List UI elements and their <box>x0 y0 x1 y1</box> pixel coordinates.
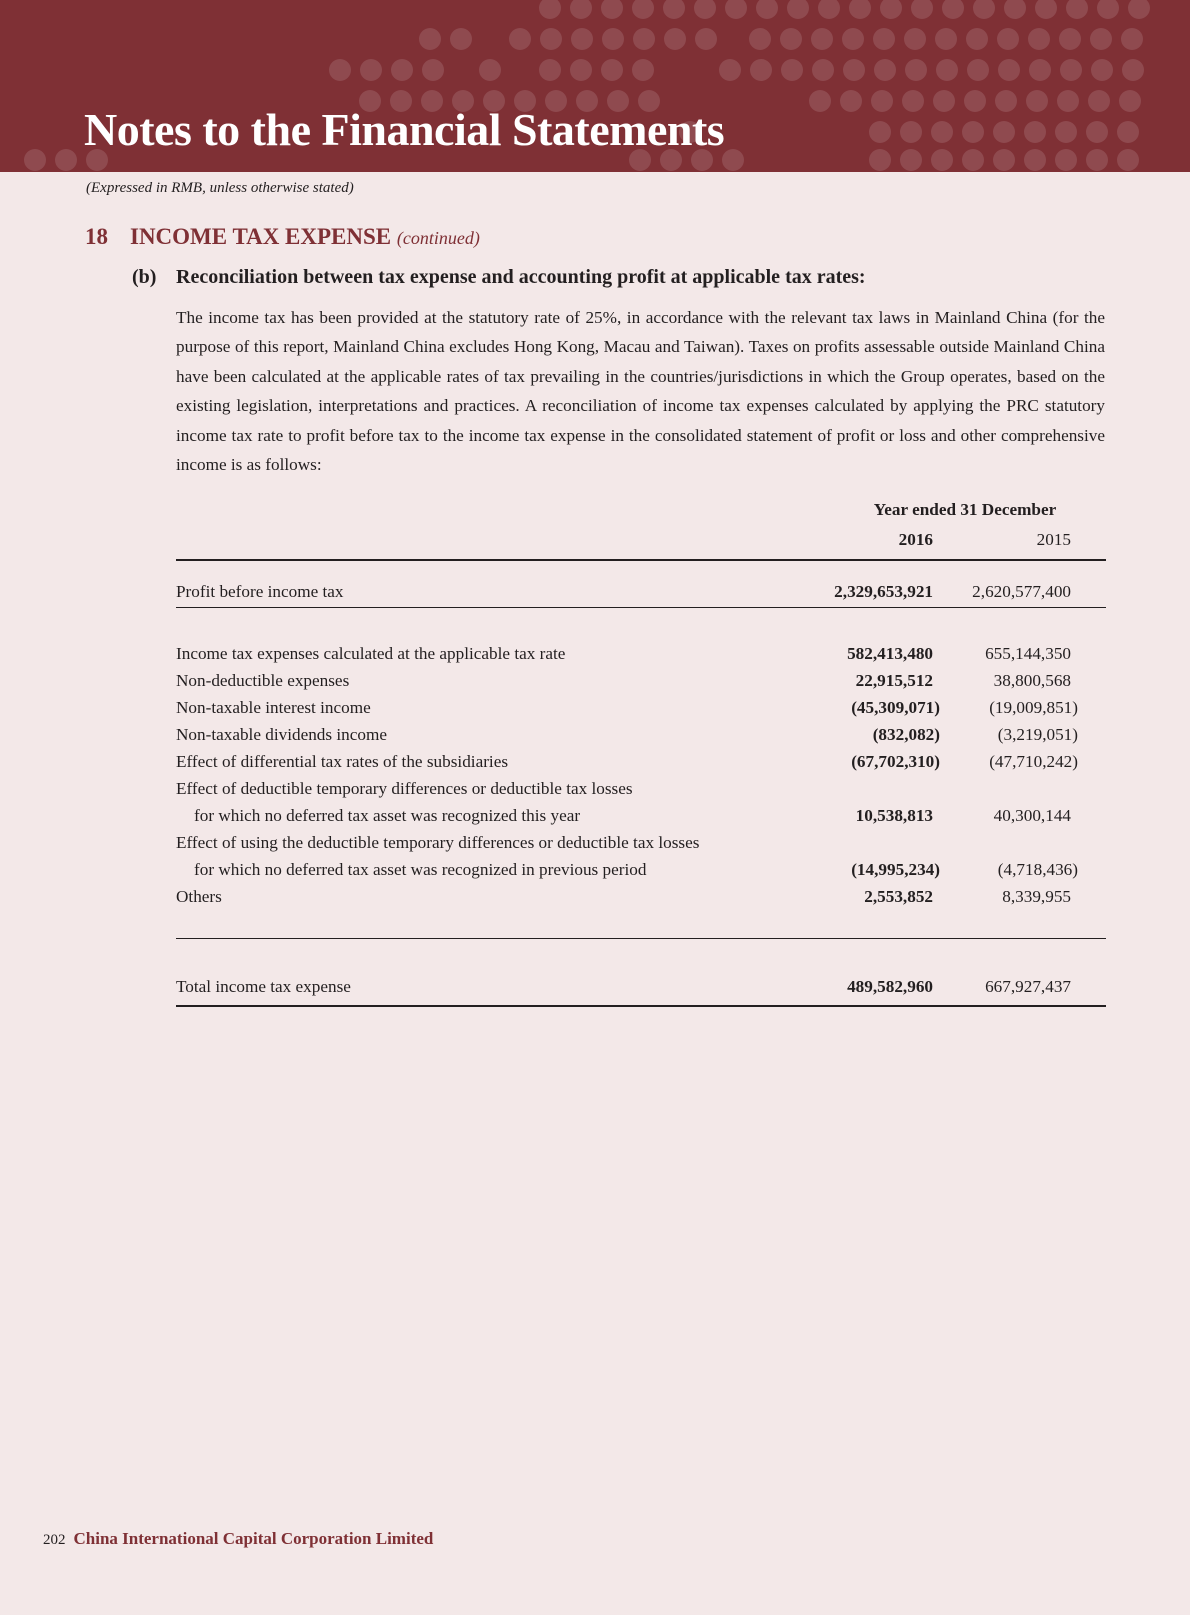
subtotal-rule <box>176 938 1106 939</box>
banner-dot <box>869 149 891 171</box>
banner-dot <box>1057 90 1079 112</box>
value-2015: 8,339,955 <box>1002 887 1071 906</box>
banner-dot <box>422 59 444 81</box>
column-header-2015: 2015 <box>1036 530 1071 549</box>
banner-dot <box>973 0 995 19</box>
banner-dot <box>1088 90 1110 112</box>
value-2016: (67,702,310) <box>851 752 940 771</box>
banner-dot <box>904 28 926 50</box>
banner-dot <box>935 28 957 50</box>
banner-dot <box>931 149 953 171</box>
banner-dot <box>1024 149 1046 171</box>
banner-dot <box>1055 121 1077 143</box>
banner-dot <box>840 90 862 112</box>
value-2016: 2,329,653,921 <box>834 582 933 601</box>
table-row <box>176 884 1106 910</box>
table-row <box>176 776 1106 802</box>
value-2015: 38,800,568 <box>993 671 1071 690</box>
banner-dot <box>722 149 744 171</box>
subsection-title: Reconciliation between tax expense and accounting profit at applicable tax rates: <box>176 266 866 288</box>
company-name: China International Capital Corporation Limited <box>73 1529 434 1548</box>
table-row <box>176 641 1106 667</box>
banner-dot <box>750 59 772 81</box>
total-rule <box>176 1005 1106 1007</box>
subsection-heading <box>132 266 866 289</box>
row-label: Total income tax expense <box>176 977 351 996</box>
banner-dot <box>993 149 1015 171</box>
banner-dot <box>843 59 865 81</box>
banner-dot <box>602 28 624 50</box>
banner-dot <box>570 0 592 19</box>
banner-dot <box>997 28 1019 50</box>
banner-dot <box>842 28 864 50</box>
section-heading <box>85 224 480 250</box>
banner-dot <box>933 90 955 112</box>
row-label: Non-deductible expenses <box>176 671 350 690</box>
value-2016: (14,995,234) <box>851 860 940 879</box>
row-label: Income tax expenses calculated at the applicable tax rate <box>176 644 566 663</box>
banner-dot <box>812 59 834 81</box>
value-2015: 667,927,437 <box>985 977 1071 996</box>
page-footer <box>43 1529 433 1549</box>
banner-dot <box>900 121 922 143</box>
table-row <box>176 722 1106 748</box>
banner-dot <box>998 59 1020 81</box>
banner-dot <box>962 149 984 171</box>
table-row <box>176 830 1106 856</box>
banner-dot <box>1117 149 1139 171</box>
section-title: INCOME TAX EXPENSE <box>130 224 392 249</box>
banner-dot <box>539 0 561 19</box>
banner-dot <box>962 121 984 143</box>
banner-dot <box>633 28 655 50</box>
value-2015: (3,219,051) <box>997 725 1078 744</box>
banner-dot <box>509 28 531 50</box>
banner-dot <box>809 90 831 112</box>
banner-dot <box>1097 0 1119 19</box>
banner-dot <box>1086 149 1108 171</box>
value-2015: (4,718,436) <box>997 860 1078 879</box>
banner-dot <box>391 59 413 81</box>
value-2016: 582,413,480 <box>847 644 933 663</box>
banner-dot <box>995 90 1017 112</box>
banner-dot <box>55 149 77 171</box>
banner-dot <box>632 0 654 19</box>
value-2016: (45,309,071) <box>851 698 940 717</box>
value-2016: 22,915,512 <box>855 671 933 690</box>
banner-dot <box>1026 90 1048 112</box>
banner-dot <box>1121 28 1143 50</box>
row-label: Others <box>176 887 222 906</box>
banner-dot <box>1059 28 1081 50</box>
value-2015: 655,144,350 <box>985 644 1071 663</box>
banner-dot <box>902 90 924 112</box>
page-title: Notes to the Financial Statements <box>84 104 725 155</box>
banner-dot <box>967 59 989 81</box>
banner-dot <box>725 0 747 19</box>
banner-dot <box>570 59 592 81</box>
banner-dot <box>24 149 46 171</box>
subsection-label: (b) <box>132 266 157 288</box>
value-2015: 40,300,144 <box>993 806 1071 825</box>
banner-dot <box>360 59 382 81</box>
value-2016: 2,553,852 <box>864 887 933 906</box>
banner-dot <box>632 59 654 81</box>
banner-dot <box>869 121 891 143</box>
banner-dot <box>1024 121 1046 143</box>
banner-dot <box>871 90 893 112</box>
banner-dot <box>539 59 561 81</box>
row-label: Effect of differential tax rates of the subsidiaries <box>176 752 509 771</box>
banner-dot <box>1066 0 1088 19</box>
banner-dot <box>329 59 351 81</box>
banner-dot <box>849 0 871 19</box>
row-label: Effect of deductible temporary differences or deductible tax losses <box>176 779 633 798</box>
banner-dot <box>873 28 895 50</box>
banner-dot <box>911 0 933 19</box>
banner-dot <box>1060 59 1082 81</box>
row-label: for which no deferred tax asset was recognized in previous period <box>194 860 647 879</box>
value-2015: (19,009,851) <box>989 698 1078 717</box>
banner-dot <box>664 28 686 50</box>
banner-dot <box>780 28 802 50</box>
banner-dot <box>993 121 1015 143</box>
banner-dot <box>663 0 685 19</box>
row-label: Profit before income tax <box>176 582 344 601</box>
banner-dot <box>1117 121 1139 143</box>
banner-dot <box>1091 59 1113 81</box>
banner-dot <box>880 0 902 19</box>
table-row-profit <box>176 579 1106 605</box>
banner-dot <box>1090 28 1112 50</box>
section-continued: (continued) <box>396 228 480 248</box>
banner-dot <box>1004 0 1026 19</box>
row-label: for which no deferred tax asset was recognized this year <box>194 806 581 825</box>
banner-dot <box>719 59 741 81</box>
banner-dot <box>1028 28 1050 50</box>
banner-dot <box>966 28 988 50</box>
header-banner <box>0 0 1190 172</box>
value-2016: (832,082) <box>872 725 940 744</box>
banner-dot <box>1086 121 1108 143</box>
table-row <box>176 749 1106 775</box>
profit-rule <box>176 607 1106 608</box>
banner-dot <box>1035 0 1057 19</box>
body-paragraph: The income tax has been provided at the statutory rate of 25%, in accordance with the relevant tax laws in Mainland China (for the purpose of this report, Mainland China excludes Hong Kong, Macau and Taiwan). Taxes on profits assessable outside Mainland China have been calculated at the applicable rates of tax prevailing in the countries/jurisdictions in which the Group operates, based on the existing legislation, interpretations and practices. A reconciliation of income tax expenses calculated by applying the PRC statutory income tax rate to profit before tax to the income tax expense in the consolidated statement of profit or loss and other comprehensive income is as follows: <box>176 308 1105 475</box>
banner-dot <box>419 28 441 50</box>
banner-dot <box>900 149 922 171</box>
banner-dot <box>1128 0 1150 19</box>
row-label: Non-taxable dividends income <box>176 725 387 744</box>
row-label: Effect of using the deductible temporary differences or deductible tax losses <box>176 833 700 852</box>
banner-dot <box>756 0 778 19</box>
banner-dot <box>942 0 964 19</box>
page-number: 202 <box>43 1532 66 1548</box>
value-2015: (47,710,242) <box>989 752 1078 771</box>
banner-dot <box>936 59 958 81</box>
banner-dot <box>781 59 803 81</box>
banner-dot <box>818 0 840 19</box>
banner-dot <box>874 59 896 81</box>
banner-dot <box>1055 149 1077 171</box>
table-row <box>176 803 1106 829</box>
banner-dot <box>749 28 771 50</box>
row-label: Non-taxable interest income <box>176 698 371 717</box>
banner-dot <box>694 0 716 19</box>
banner-dot <box>811 28 833 50</box>
table-row <box>176 857 1106 883</box>
table-row <box>176 695 1106 721</box>
banner-dot <box>601 0 623 19</box>
banner-dot <box>695 28 717 50</box>
header-rule <box>176 559 1106 561</box>
banner-dot <box>479 59 501 81</box>
value-2016: 10,538,813 <box>855 806 933 825</box>
table-row-total <box>176 974 1106 1000</box>
banner-dot <box>931 121 953 143</box>
banner-dot <box>450 28 472 50</box>
page-subtitle: (Expressed in RMB, unless otherwise stated) <box>86 180 354 196</box>
banner-dot <box>571 28 593 50</box>
banner-dot <box>964 90 986 112</box>
column-header-2016: 2016 <box>898 530 933 549</box>
value-2016: 489,582,960 <box>847 977 933 996</box>
banner-dot <box>540 28 562 50</box>
table-group-header: Year ended 31 December <box>873 500 1057 519</box>
value-2015: 2,620,577,400 <box>972 582 1071 601</box>
banner-dot <box>601 59 623 81</box>
banner-dot <box>1029 59 1051 81</box>
banner-dot <box>1119 90 1141 112</box>
section-number: 18 <box>85 224 108 249</box>
banner-dot <box>787 0 809 19</box>
banner-dot <box>905 59 927 81</box>
banner-dot <box>1122 59 1144 81</box>
table-row <box>176 668 1106 694</box>
